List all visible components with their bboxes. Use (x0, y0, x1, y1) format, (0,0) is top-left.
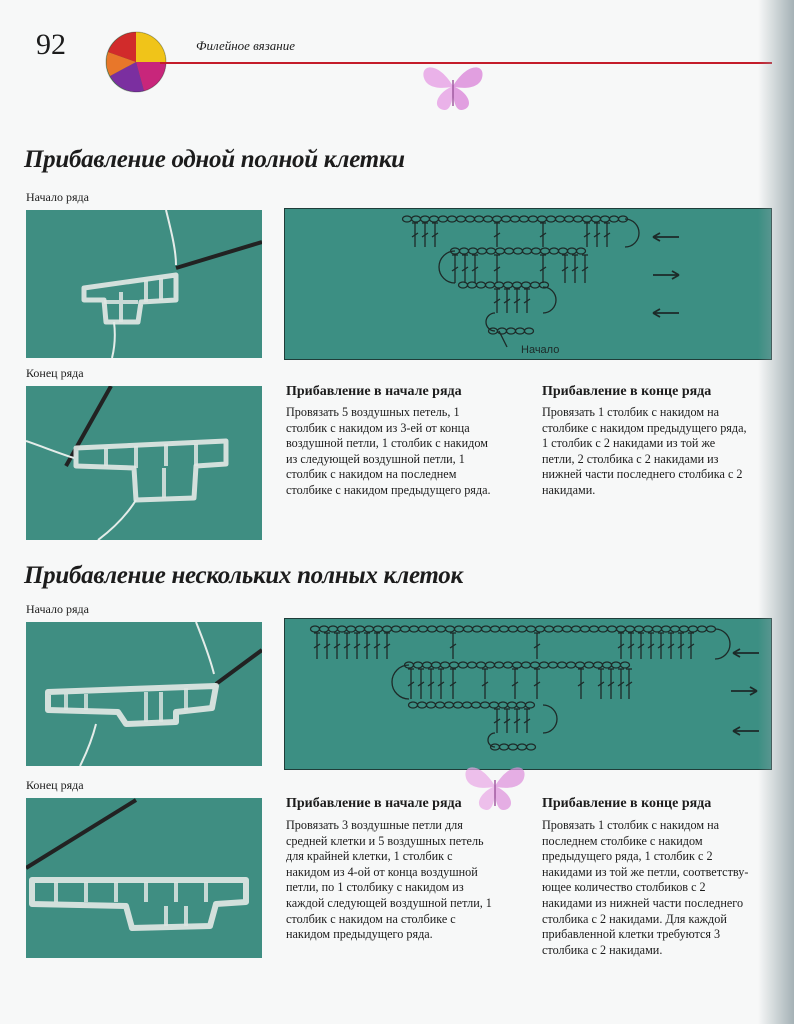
section1-start-title: Прибавление в начале ряда (286, 384, 462, 399)
running-title: Филейное вязание (196, 38, 295, 53)
section2-photo-start-label: Начало ряда (26, 602, 89, 616)
section2-crochet-diagram (284, 618, 772, 770)
section1-title: Прибавление одной полной клетки (24, 146, 405, 173)
section2-photo-end (26, 798, 262, 958)
butterfly-icon (460, 756, 530, 816)
section1-photo-end (26, 386, 262, 540)
section1-photo-end-label: Конец ряда (26, 366, 84, 380)
section2-start-text: Провязать 3 воздушные петли для средней клетки и 5 воздушных петель для крайней клетки, 1 столбик с накидом из 4-ой от конца воздушной петли, по 1 столбику с накидом из каждой следующей воздушной петли, 1 столбик с накидом на столбике с накидом предыдущего ряда. (286, 818, 492, 942)
section2-photo-start (26, 622, 262, 766)
section1-start-text: Провязать 5 воздушных петель, 1 столбик с накидом из 3-ей от конца воздушной петли, 1 столбик с накидом из следующей воздушной петли, 1 столбик с накидом на последнем столбике с накидом предыдущего ряда. (286, 405, 491, 497)
section2-title: Прибавление нескольких полных клеток (24, 562, 463, 589)
section1-crochet-diagram (284, 208, 772, 360)
page-fold-shadow (758, 0, 794, 1024)
section1-photo-start-label: Начало ряда (26, 190, 89, 204)
section1-end-text: Провязать 1 столбик с накидом на столбике с накидом предыдущего ряда, 1 столбик с 2 накидами из той же петли, 2 столбика с 2 накидами из нижней части последнего столбика с 2 накидами. (542, 405, 747, 497)
section2-end-title: Прибавление в конце ряда (542, 796, 712, 811)
diagram-start-label: Начало (521, 344, 560, 356)
butterfly-icon (418, 56, 488, 116)
section1-photo-start (26, 210, 262, 358)
yarn-ball-logo (104, 26, 168, 96)
section2-start-title: Прибавление в начале ряда (286, 796, 462, 811)
page-number: 92 (36, 28, 66, 61)
section2-photo-end-label: Конец ряда (26, 778, 84, 792)
section2-end-text: Провязать 1 столбик с накидом на последнем столбике с накидом предыдущего ряда, 1 столбик с 2 накидами из той же петли, соответству- ющее количество столбиков с 2 накидами из нижней части последнего столбика с 2 накидами. Для каждой прибавленной клетки требуются 3 столбика с 2 накидами. (542, 818, 749, 957)
section1-end-title: Прибавление в конце ряда (542, 384, 712, 399)
